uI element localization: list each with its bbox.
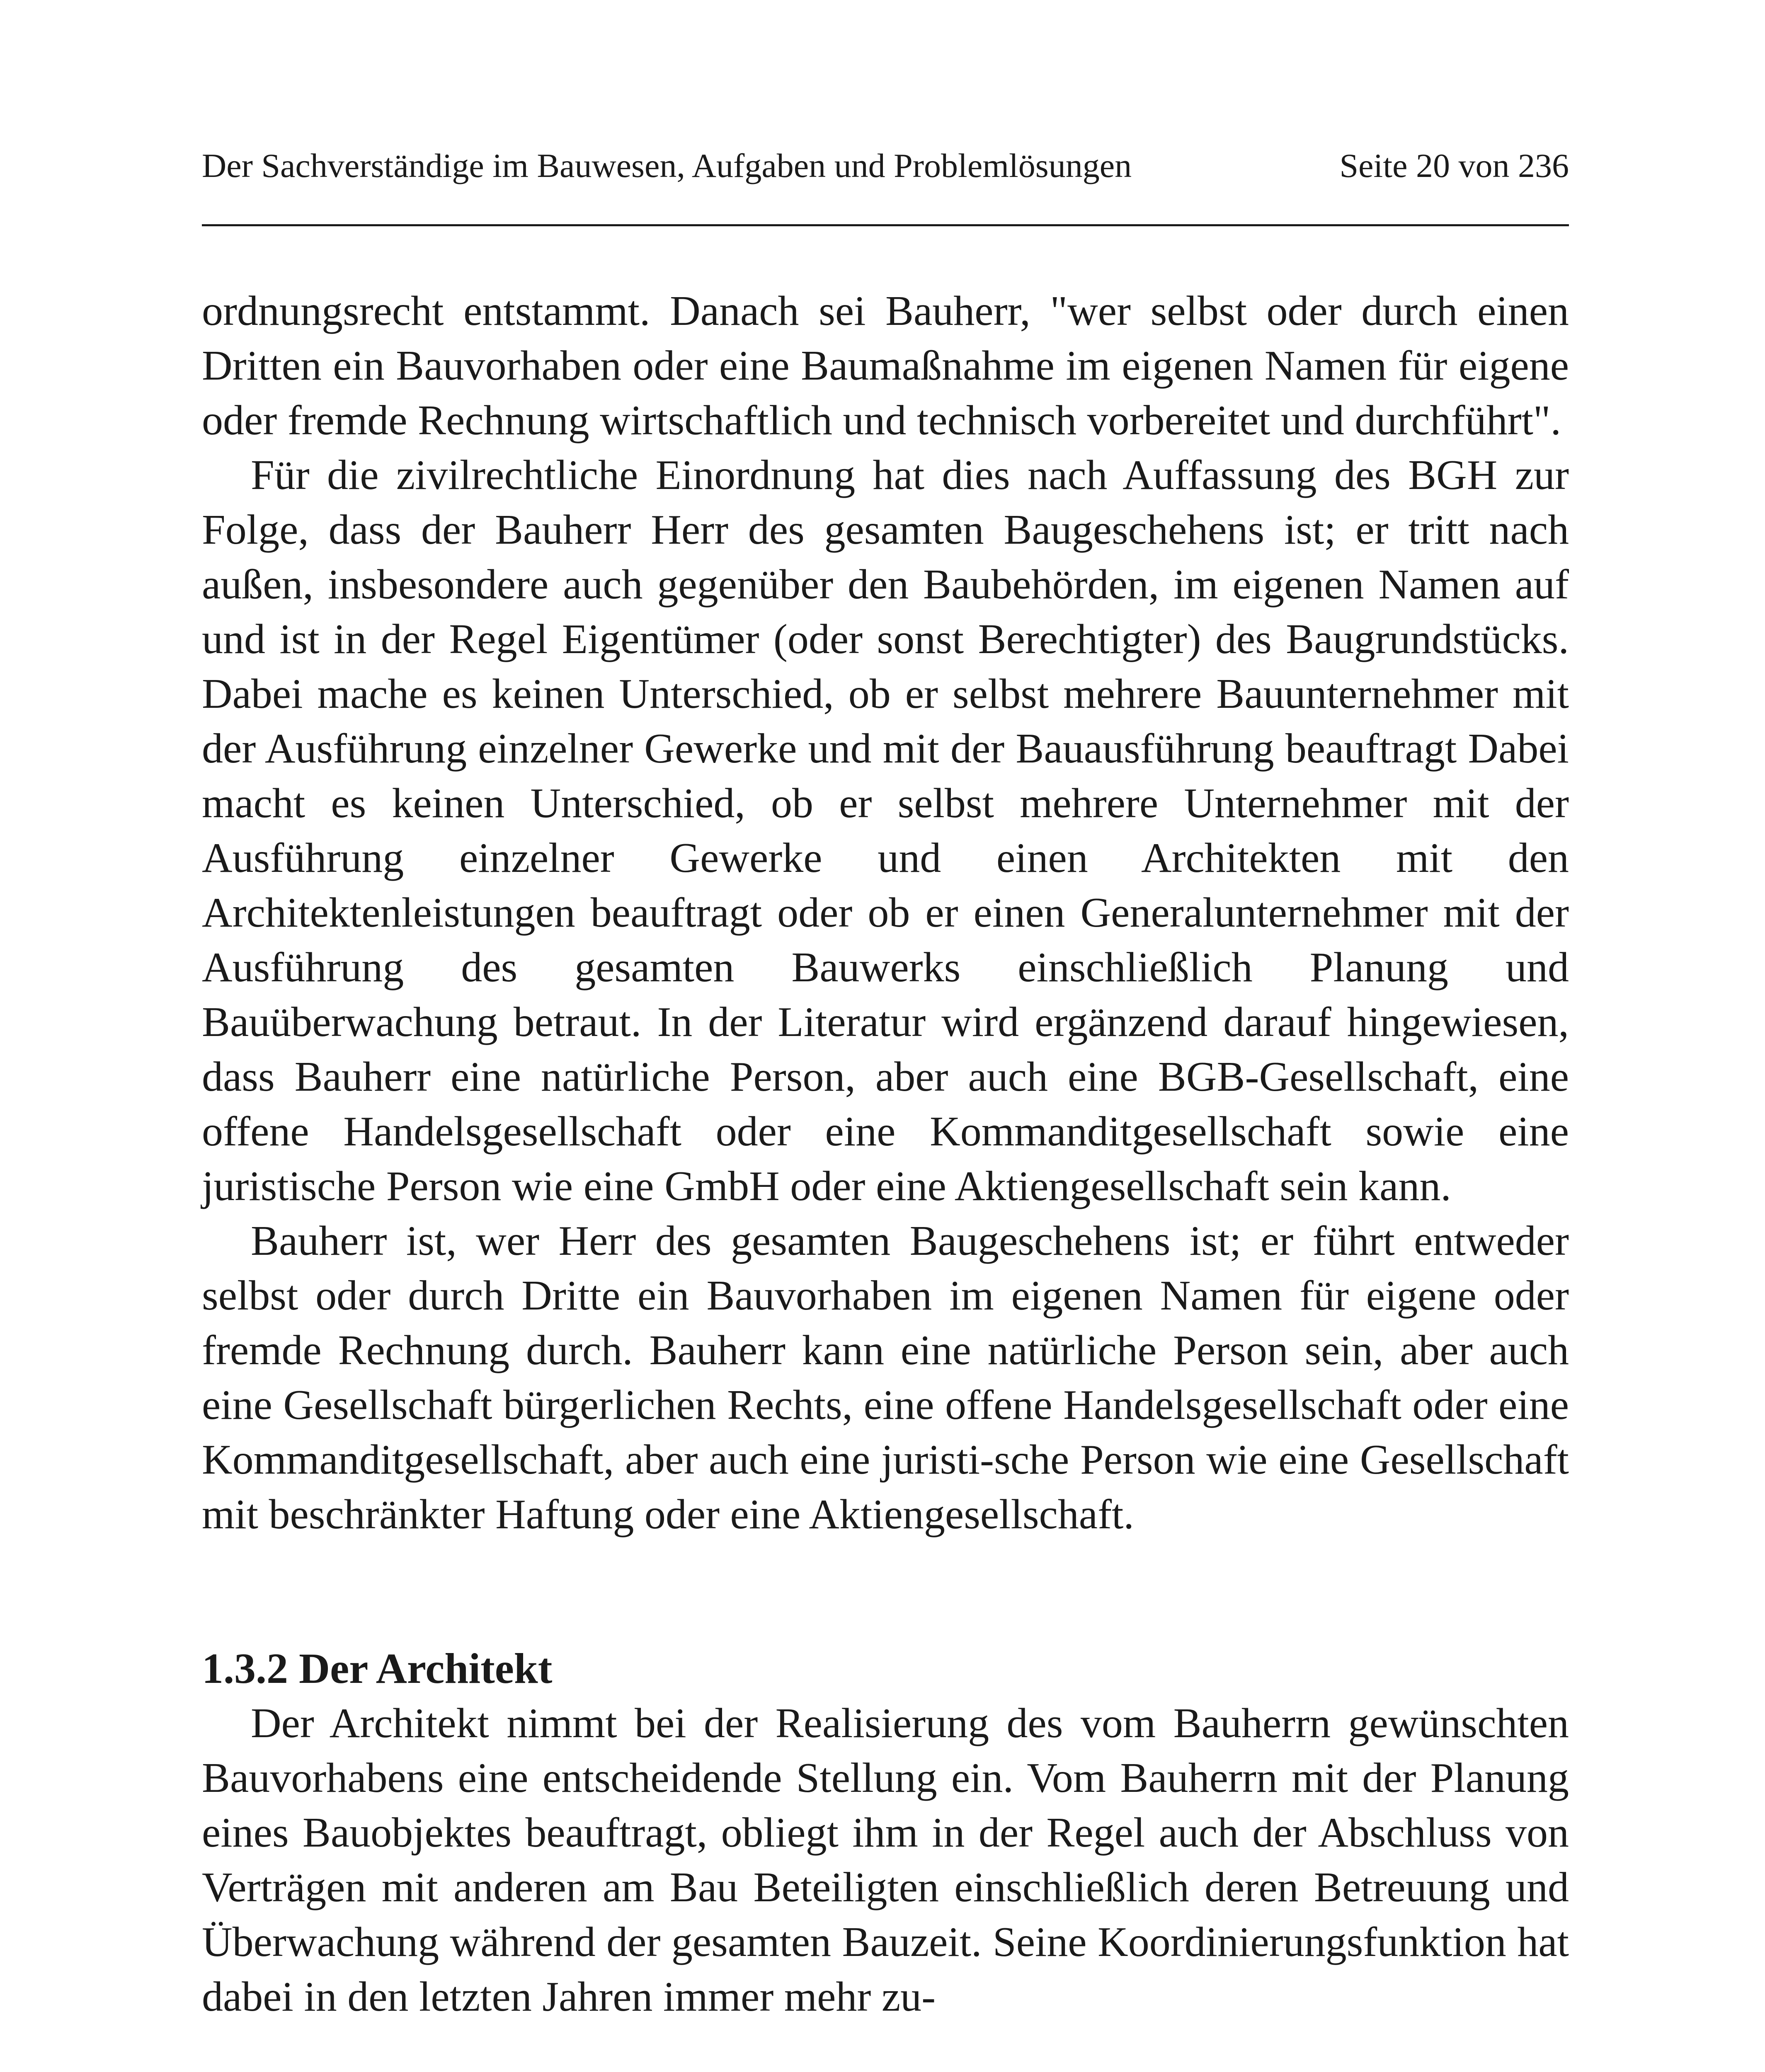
body-text — [202, 284, 1569, 2024]
running-header — [202, 145, 1569, 186]
header-page-number: Seite 20 von 236 — [1339, 147, 1569, 184]
paragraph: Für die zivilrechtliche Einordnung hat dies nach Auffassung des BGH zur Folge, dass der Bauherr Herr des gesamten Baugeschehens ist; er tritt nach außen, insbesondere auch gegenüber den Baubehörden, im eigenen Namen auf und ist in der Regel Eigentümer (oder sonst Berechtigter) des Baugrundstücks. Dabei mache es keinen Unterschied, ob er selbst mehrere Bauunternehmer mit der Ausführung einzelner Gewerke und mit der Bauausführung beauftragt Dabei macht es keinen Unterschied, ob er selbst mehrere Unternehmer mit der Ausführung einzelner Gewerke und einen Architekten mit den Architektenleistungen beauftragt oder ob er einen Generalunternehmer mit der Ausführung des gesamten Bauwerks einschließlich Planung und Bauüberwachung betraut. In der Literatur wird ergänzend darauf hingewiesen, dass Bauherr eine natürliche Person, aber auch eine BGB-Gesellschaft, eine offene Handelsgesellschaft oder eine Kommanditgesellschaft sowie eine juristische Person wie eine GmbH oder eine Aktiengesellschaft sein kann. — [202, 452, 1569, 1210]
section-heading: 1.3.2 Der Architekt — [202, 1645, 553, 1692]
paragraph: Bauherr ist, wer Herr des gesamten Baugeschehens ist; er führt entweder selbst oder durch Dritte ein Bauvorhaben im eigenen Namen für eigene oder fremde Rechnung durch. Bauherr kann eine natürliche Person sein, aber auch eine Gesellschaft bürgerlichen Rechts, eine offene Handelsgesellschaft oder eine Kommanditgesellschaft, aber auch eine juristi-sche Person wie eine Gesellschaft mit beschränkter Haftung oder eine Aktiengesellschaft. — [202, 1218, 1569, 1538]
paragraph: ordnungsrecht entstammt. Danach sei Bauherr, "wer selbst oder durch einen Dritten ein Bauvorhaben oder eine Baumaßnahme im eigenen Namen für eigene oder fremde Rechnung wirtschaftlich und technisch vorbereitet und durchführt". — [202, 288, 1569, 444]
paragraph: Der Architekt nimmt bei der Realisierung des vom Bauherrn gewünschten Bauvorhabens eine entscheidende Stellung ein. Vom Bauherrn mit der Planung eines Bauobjektes beauftragt, obliegt ihm in der Regel auch der Abschluss von Verträgen mit anderen am Bau Beteiligten einschließlich deren Betreuung und Überwachung während der gesamten Bauzeit. Seine Koordinierungsfunktion hat dabei in den letzten Jahren immer mehr zu- — [202, 1700, 1569, 2020]
header-divider — [202, 224, 1569, 226]
header-title: Der Sachverständige im Bauwesen, Aufgaben und Problemlösungen — [202, 147, 1132, 184]
